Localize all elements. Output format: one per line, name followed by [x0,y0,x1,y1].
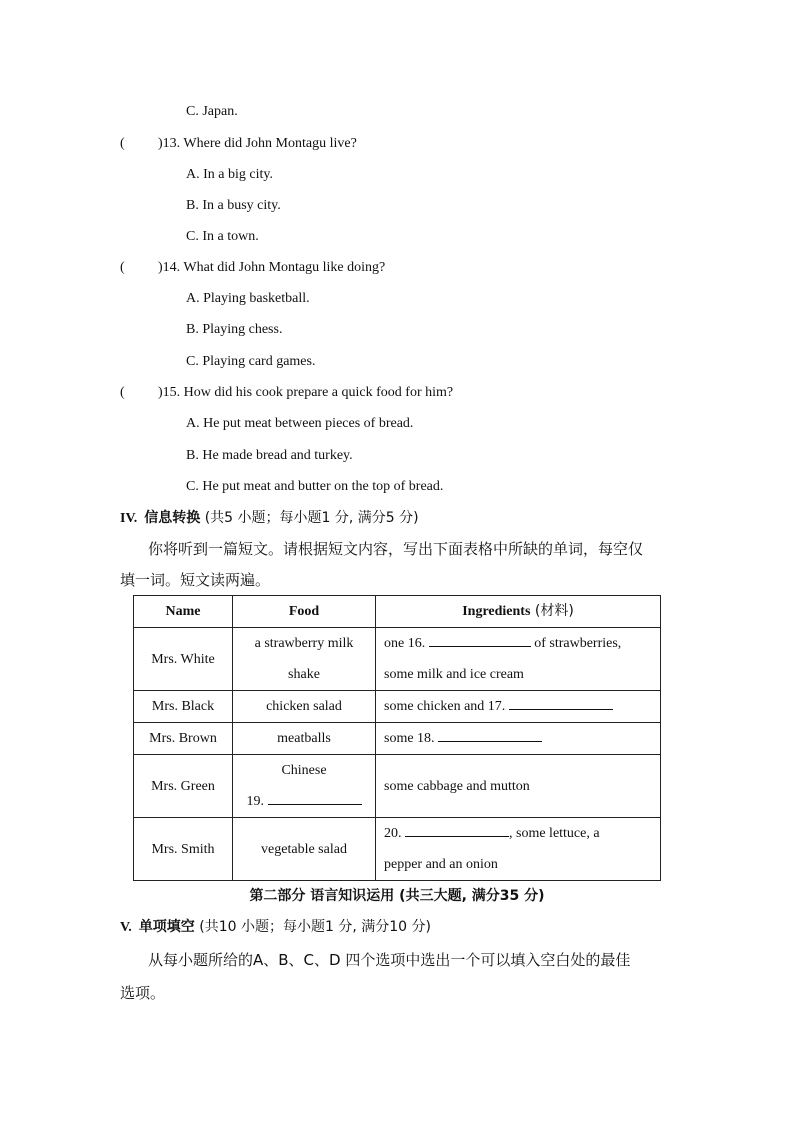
section-heading: V. 单项填空 (共10 小题；每小题1 分, 满分10 分) [120,919,431,935]
section-instructions: 你将听到一篇短文。请根据短文内容，写出下面表格中所缺的单词，每空仅 [148,540,644,558]
answer-blank-20[interactable] [405,822,509,837]
section-instructions: 从每小题所给的A、B、C、D 四个选项中选出一个可以填入空白处的最佳 [148,951,631,969]
answer-blank-16[interactable] [429,632,531,647]
header-food: Food [233,596,376,628]
answer-bracket[interactable]: ( [120,136,125,151]
cell-ingredients: some cabbage and mutton [376,755,661,818]
section-instructions-cont: 选项。 [120,984,166,1002]
answer-blank-17[interactable] [509,695,613,710]
option-a: A. Playing basketball. [186,291,310,306]
option-b: B. In a busy city. [186,198,281,213]
info-table [133,595,661,881]
header-ingredients: Ingredients (材料) [376,596,661,628]
cell-name: Mrs. Smith [134,818,233,881]
table-header-row [134,596,661,628]
table-row [134,691,661,723]
cell-name: Mrs. Green [134,755,233,818]
question-15: ( )15. How did his cook prepare a quick food for him? [120,383,453,403]
cell-name: Mrs. Brown [134,723,233,755]
cell-food: Chinese 19. [233,755,376,818]
cell-food: meatballs [233,723,376,755]
answer-bracket[interactable]: ( [120,260,125,275]
answer-blank-19[interactable] [268,790,362,805]
cell-ingredients: 20. , some lettuce, a pepper and an onion [376,818,661,881]
option-a: A. In a big city. [186,167,273,182]
option-c: C. In a town. [186,229,259,244]
question-stem: 14. What did John Montagu like doing? [162,260,386,275]
part-heading: 第二部分 语言知识运用 (共三大题, 满分35 分) [249,888,545,904]
cell-name: Mrs. White [134,628,233,691]
cell-name: Mrs. Black [134,691,233,723]
answer-bracket[interactable]: ( [120,385,125,400]
section-heading: IV. 信息转换 (共5 小题；每小题1 分, 满分5 分) [120,510,419,526]
question-stem: 13. Where did John Montagu live? [162,136,357,151]
cell-ingredients: one 16. of strawberries, some milk and ice cream [376,628,661,691]
cell-ingredients: some chicken and 17. [376,691,661,723]
table-row [134,628,661,691]
table-row [134,818,661,881]
section-instructions-cont: 填一词。短文读两遍。 [120,571,271,589]
answer-blank-18[interactable] [438,727,542,742]
option-c: C. He put meat and butter on the top of bread. [186,479,444,494]
option-b: B. Playing chess. [186,322,283,337]
question-stem: 15. How did his cook prepare a quick food for him? [162,385,454,400]
header-name: Name [134,596,233,628]
table-row [134,755,661,818]
cell-food: chicken salad [233,691,376,723]
cell-food: a strawberry milk shake [233,628,376,691]
cell-food: vegetable salad [233,818,376,881]
cell-ingredients: some 18. [376,723,661,755]
option-text: C. Japan. [186,104,238,119]
option-c: C. Playing card games. [186,354,316,369]
table-row [134,723,661,755]
option-b: B. He made bread and turkey. [186,448,353,463]
option-a: A. He put meat between pieces of bread. [186,416,414,431]
question-14: ( )14. What did John Montagu like doing? [120,258,385,278]
question-13: ( )13. Where did John Montagu live? [120,134,357,154]
